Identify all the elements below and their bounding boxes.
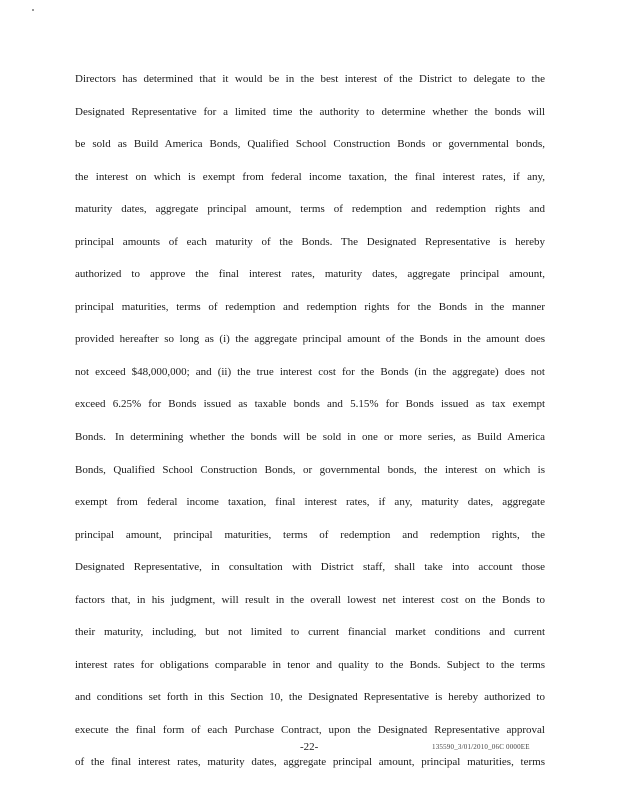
text-line: principal amount, principal maturities, terms of redemption and redemption rights, the: [75, 528, 545, 541]
text-line: exempt from federal income taxation, final interest rates, if any, maturity dates, aggregate: [75, 496, 545, 508]
text-line: be sold as Build America Bonds, Qualified School Construction Bonds or governmental bonds,: [75, 138, 545, 150]
page-number: -22-: [300, 741, 319, 753]
text-line: In determining whether the bonds will be sold in one or more series, as Build America: [115, 431, 545, 443]
document-id: 135590_3/01/2010_06C 0000EE: [432, 743, 530, 751]
text-line: principal amounts of each maturity of the Bonds. The Designated Representative is hereby: [75, 235, 545, 248]
text-line: Bonds.: [75, 430, 106, 443]
text-line: their maturity, including, but not limited to current financial market conditions and current: [75, 626, 545, 638]
text-line: maturity dates, aggregate principal amount, terms of redemption and redemption rights and: [75, 203, 545, 215]
text-line: Designated Representative for a limited time the authority to determine whether the bonds will: [75, 105, 545, 118]
text-line: and conditions set forth in this Section 10, the Designated Representative is hereby authorized to: [75, 691, 545, 703]
text-line: Directors has determined that it would be in the best interest of the District to delegate to the: [75, 73, 545, 85]
text-line: provided hereafter so long as (i) the aggregate principal amount of the Bonds in the amount does: [75, 333, 545, 345]
text-line: the interest on which is exempt from federal income taxation, the final interest rates, if any,: [75, 170, 545, 183]
text-line: authorized to approve the final interest rates, maturity dates, aggregate principal amount,: [75, 268, 545, 280]
text-line: of the final interest rates, maturity dates, aggregate principal amount, principal maturities, terms: [75, 756, 545, 768]
text-line: Designated Representative, in consultation with District staff, shall take into account those: [75, 561, 545, 573]
text-line: exceed 6.25% for Bonds issued as taxable bonds and 5.15% for Bonds issued as tax exempt: [75, 398, 545, 410]
text-line: interest rates for obligations comparable in tenor and quality to the Bonds. Subject to the terms: [75, 658, 545, 671]
scan-speck: [32, 9, 34, 11]
text-line: execute the final form of each Purchase Contract, upon the Designated Representative approval: [75, 723, 545, 736]
text-line: principal maturities, terms of redemption and redemption rights for the Bonds in the manner: [75, 300, 545, 313]
text-line: factors that, in his judgment, will result in the overall lowest net interest cost on the Bonds to: [75, 593, 545, 606]
text-line: not exceed $48,000,000; and (ii) the true interest cost for the Bonds (in the aggregate) does not: [75, 365, 545, 378]
text-line: Bonds, Qualified School Construction Bonds, or governmental bonds, the interest on which is: [75, 463, 545, 476]
